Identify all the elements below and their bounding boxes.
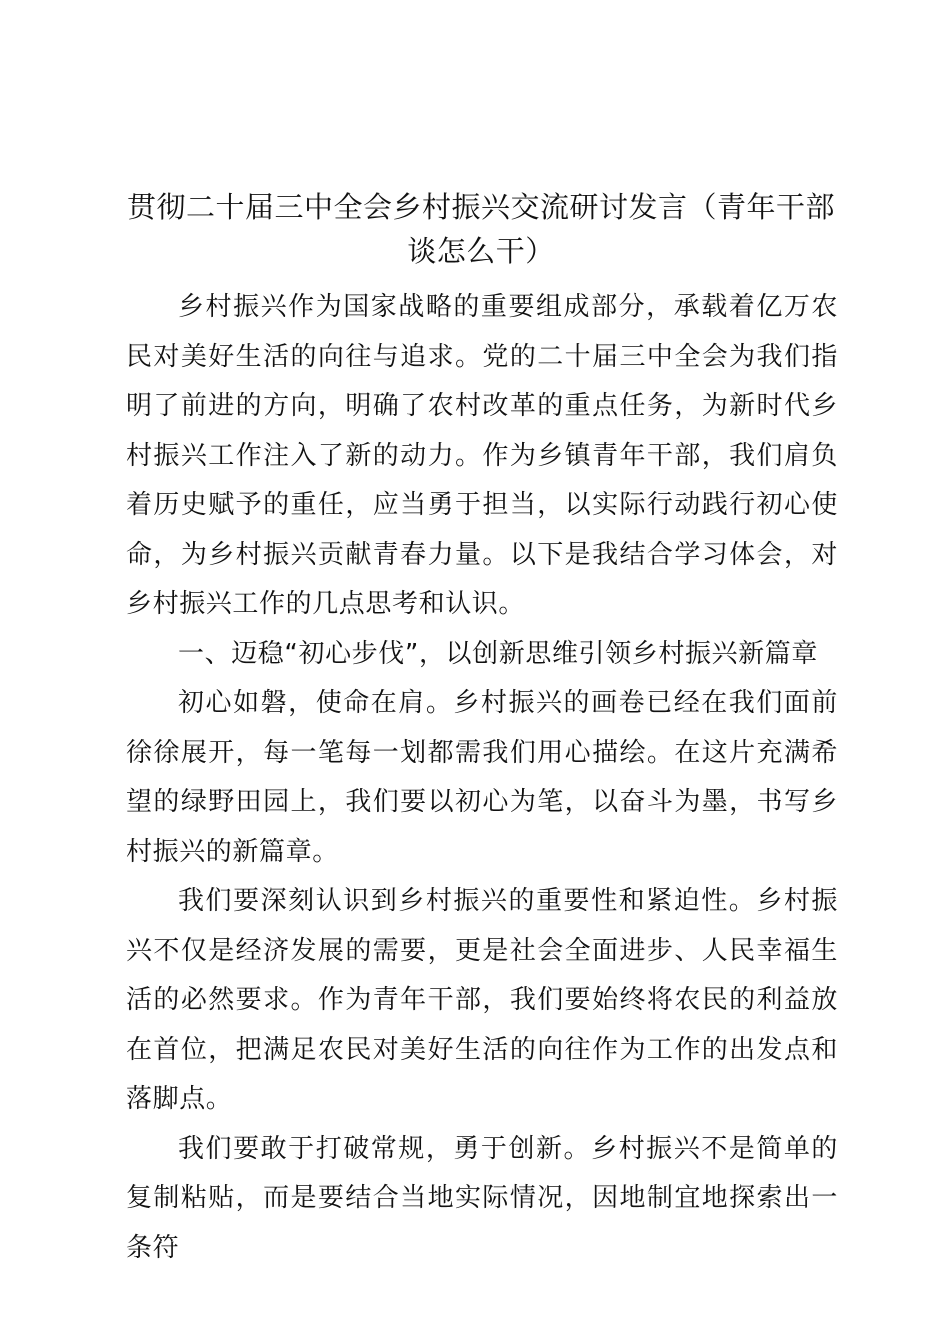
body-paragraph: 初心如磐，使命在肩。乡村振兴的画卷已经在我们面前徐徐展开，每一笔每一划都需我们用心描绘。在这片充满希望的绿野田园上，我们要以初心为笔，以奋斗为墨，书写乡村振兴的新篇章。 <box>126 688 838 867</box>
intro-paragraph: 乡村振兴作为国家战略的重要组成部分，承载着亿万农民对美好生活的向往与追求。党的二十届三中全会为我们指明了前进的方向，明确了农村改革的重点任务，为新时代乡村振兴工作注入了新的动力。作为乡镇青年干部，我们肩负着历史赋予的重任，应当勇于担当，以实际行动践行初心使命，为乡村振兴贡献青春力量。以下是我结合学习体会，对乡村振兴工作的几点思考和认识。 <box>126 292 838 619</box>
document-title: 贯彻二十届三中全会乡村振兴交流研讨发言（青年干部谈怎么干） <box>126 190 835 268</box>
body-paragraph: 我们要敢于打破常规，勇于创新。乡村振兴不是简单的复制粘贴，而是要结合当地实际情况，因地制宜地探索出一条符 <box>126 1133 838 1263</box>
body-paragraph: 我们要深刻认识到乡村振兴的重要性和紧迫性。乡村振兴不仅是经济发展的需要，更是社会全面进步、人民幸福生活的必然要求。作为青年干部，我们要始终将农民的利益放在首位，把满足农民对美好生活的向往作为工作的出发点和落脚点。 <box>126 886 838 1114</box>
section-heading-1: 一、迈稳“初心步伐”，以创新思维引领乡村振兴新篇章 <box>178 638 818 669</box>
document-body <box>126 283 838 1273</box>
